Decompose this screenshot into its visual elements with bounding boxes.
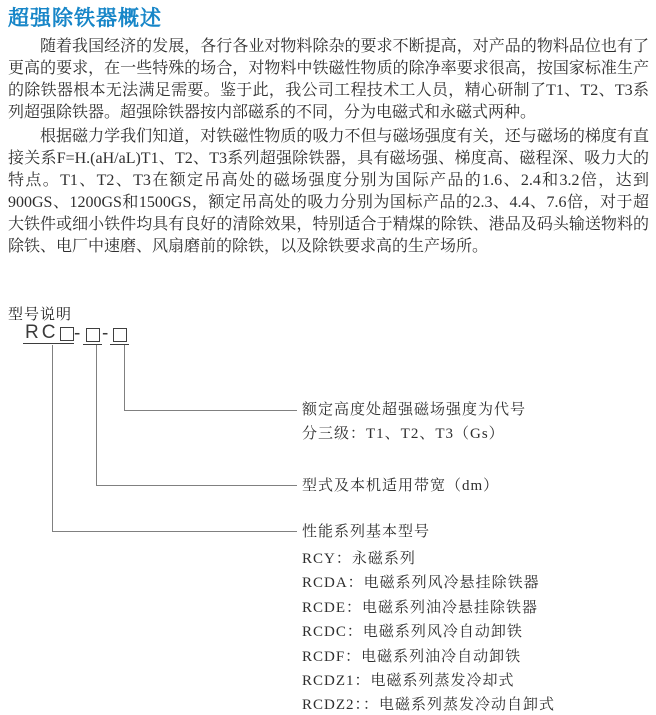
callout-line: 型式及本机适用带宽（dm） — [302, 478, 500, 494]
series-list — [302, 547, 555, 715]
intro-paragraph-2: 根据磁力学我们知道，对铁磁性物质的吸力不但与磁场强度有关，还与磁场的梯度有直接关系F=H.(aH/aL)T1、T2、T3系列超强除铁器，具有磁场强、梯度高、磁程深、吸力大的特点。T1、T2、T3在额定吊高处的磁场强度分别为国际产品的1.6、2.4和3.2倍，达到900GS、1200GS和1500GS，额定吊高处的吸力分别为国标产品的2.3、4.4、7.6倍，对于超大铁件或细小铁件均具有良好的清除效果，特别适合于精煤的除铁、港品及码头输送物料的除铁、电厂中速磨、风扇磨前的除铁，以及除铁要求高的生产场所。 — [8, 128, 649, 255]
callout-line: 性能系列基本型号 — [302, 524, 431, 540]
model-code-group-strength — [110, 323, 129, 345]
model-code-separator: - — [102, 323, 109, 344]
list-item: RCDZ2：：电磁系列蒸发冷动自卸式 — [302, 697, 556, 714]
list-item: RCDE：电磁系列油冷悬挂除铁器 — [302, 599, 539, 616]
callout-series-type — [302, 520, 430, 544]
model-code-separator: - — [74, 323, 81, 344]
placeholder-box-icon — [86, 328, 100, 342]
placeholder-box-icon — [60, 327, 74, 341]
list-item: RCDF：电磁系列油冷自动卸铁 — [302, 648, 522, 665]
list-item: RCDZ1：电磁系列蒸发冷却式 — [302, 673, 515, 690]
model-code-group-bandwidth — [83, 323, 102, 345]
callout-line: 额定高度处超强磁场强度为代号 — [302, 402, 527, 418]
list-item: RCY：永磁系列 — [302, 551, 416, 567]
page-title: 超强除铁器概述 — [8, 7, 162, 30]
callout-bandwidth — [302, 474, 499, 498]
list-item: RCDC：电磁系列风冷自动卸铁 — [302, 624, 523, 641]
model-code-group-series — [23, 323, 74, 344]
model-section-heading: 型号说明 — [8, 306, 73, 323]
model-code-prefix: RC — [25, 322, 59, 343]
placeholder-box-icon — [113, 328, 127, 342]
callout-line: 分三级：T1、T2、T3（Gs） — [302, 426, 505, 442]
connector-line-strength — [124, 345, 297, 411]
intro-paragraph-1: 随着我国经济的发展，各行各业对物料除杂的要求不断提高，对产品的物料品位也有了更高的要求，在一些特殊的场合，对物料中铁磁性物质的除净率要求很高，按国家标准生产的除铁器根本无法满足需要。鉴于此，我公司工程技术工人员，精心研制了T1、T2、T3系列超强除铁器。超强除铁器按内部磁系的不同，分为电磁式和永磁式两种。 — [8, 38, 649, 121]
list-item: RCDA：电磁系列风冷悬挂除铁器 — [302, 575, 540, 592]
callout-field-strength — [302, 398, 526, 446]
